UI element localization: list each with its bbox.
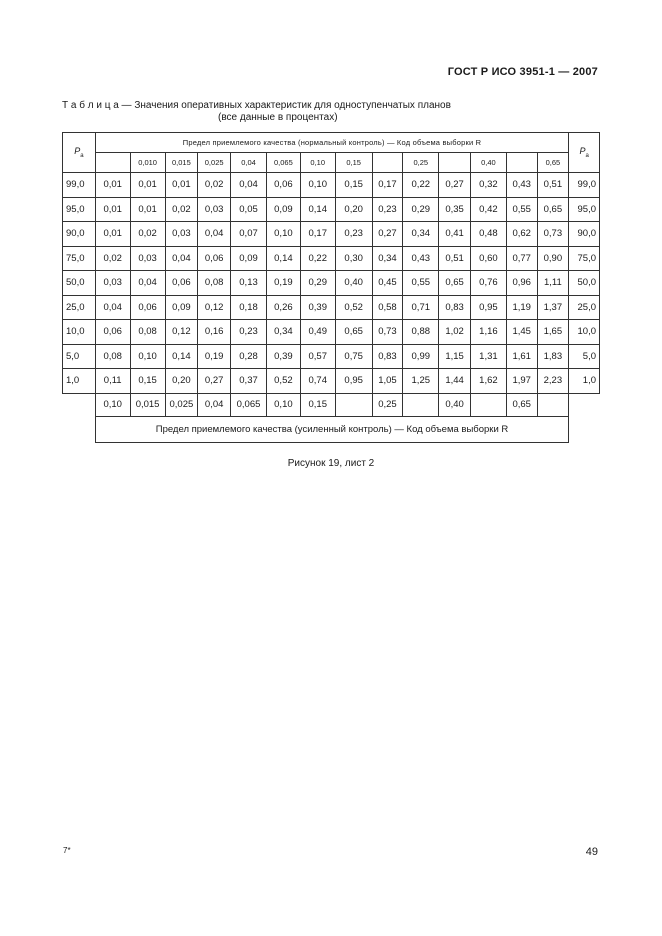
table-cell: 0,06	[95, 320, 130, 345]
table-cell: 0,12	[165, 320, 198, 345]
table-cell: 0,09	[231, 246, 267, 271]
aql-tightened-cell: 0,10	[95, 393, 130, 416]
aql-tightened-cell	[335, 393, 372, 416]
table-cell: 0,03	[165, 222, 198, 247]
table-cell: 1,83	[537, 344, 569, 369]
document-header: ГОСТ Р ИСО 3951-1 — 2007	[447, 66, 598, 78]
table-cell: 0,88	[403, 320, 439, 345]
table-cell: 0,73	[372, 320, 403, 345]
table-row	[63, 271, 600, 296]
table-cell: 0,83	[372, 344, 403, 369]
aql-normal-cell: 0,015	[165, 153, 198, 173]
table-cell: 0,39	[300, 295, 335, 320]
table-cell: 0,10	[266, 222, 300, 247]
table-cell: 0,65	[335, 320, 372, 345]
table-cell: 0,49	[300, 320, 335, 345]
table-cell: 0,71	[403, 295, 439, 320]
table-cell: 0,12	[198, 295, 231, 320]
aql-tightened-cell: 0,065	[231, 393, 267, 416]
table-cell: 0,22	[403, 173, 439, 198]
aql-tightened-cell	[403, 393, 439, 416]
table-cell: 0,08	[95, 344, 130, 369]
blank-cell	[569, 416, 600, 442]
table-cell: 2,23	[537, 369, 569, 394]
table-cell: 0,60	[470, 246, 506, 271]
table-cell: 1,65	[537, 320, 569, 345]
table-cell: 0,22	[300, 246, 335, 271]
pa-value-right: 1,0	[569, 369, 600, 394]
table-cell: 0,15	[130, 369, 165, 394]
table-cell: 0,28	[231, 344, 267, 369]
table-cell: 1,44	[439, 369, 471, 394]
table-cell: 0,45	[372, 271, 403, 296]
aql-normal-cell: 0,15	[335, 153, 372, 173]
pa-value-left: 95,0	[63, 197, 96, 222]
table-cell: 0,20	[335, 197, 372, 222]
table-cell: 0,73	[537, 222, 569, 247]
table-cell: 0,90	[537, 246, 569, 271]
table-cell: 0,76	[470, 271, 506, 296]
pa-value-left: 90,0	[63, 222, 96, 247]
table-cell: 0,65	[537, 197, 569, 222]
table-cell: 0,48	[470, 222, 506, 247]
table-cell: 0,10	[300, 173, 335, 198]
blank-cell	[569, 393, 600, 416]
oc-values-table	[62, 132, 600, 443]
caption-line-1: Т а б л и ц а — Значения оперативных характеристик для одноступенчатых планов	[62, 100, 451, 111]
table-cell: 0,18	[231, 295, 267, 320]
table-cell: 1,45	[506, 320, 537, 345]
table-cell: 0,34	[403, 222, 439, 247]
table-cell: 0,05	[231, 197, 267, 222]
table-cell: 1,15	[439, 344, 471, 369]
table-cell: 0,11	[95, 369, 130, 394]
table-cell: 1,11	[537, 271, 569, 296]
table-cell: 0,23	[335, 222, 372, 247]
aql-tightened-cell: 0,015	[130, 393, 165, 416]
table-cell: 0,02	[165, 197, 198, 222]
pa-value-right: 50,0	[569, 271, 600, 296]
pa-value-left: 10,0	[63, 320, 96, 345]
table-cell: 0,34	[266, 320, 300, 345]
table-cell: 0,62	[506, 222, 537, 247]
table-cell: 0,52	[335, 295, 372, 320]
table-cell: 0,58	[372, 295, 403, 320]
table-cell: 0,04	[198, 222, 231, 247]
aql-normal-cell: 0,25	[403, 153, 439, 173]
table-cell: 1,05	[372, 369, 403, 394]
table-caption	[62, 100, 532, 124]
table-row	[63, 344, 600, 369]
aql-normal-cell	[95, 153, 130, 173]
table-cell: 0,01	[165, 173, 198, 198]
aql-tightened-cell	[470, 393, 506, 416]
table-cell: 0,99	[403, 344, 439, 369]
pa-value-left: 50,0	[63, 271, 96, 296]
pa-value-right: 5,0	[569, 344, 600, 369]
table-cell: 0,10	[130, 344, 165, 369]
aql-normal-cell: 0,04	[231, 153, 267, 173]
table-cell: 0,40	[335, 271, 372, 296]
table-cell: 0,01	[130, 197, 165, 222]
pa-value-right: 90,0	[569, 222, 600, 247]
table-cell: 0,08	[130, 320, 165, 345]
table-cell: 0,06	[266, 173, 300, 198]
table-cell: 0,08	[198, 271, 231, 296]
table-cell: 0,20	[165, 369, 198, 394]
table-cell: 0,27	[439, 173, 471, 198]
table-cell: 0,29	[300, 271, 335, 296]
table-cell: 0,39	[266, 344, 300, 369]
table-cell: 0,19	[198, 344, 231, 369]
aql-normal-cell: 0,025	[198, 153, 231, 173]
table-cell: 1,61	[506, 344, 537, 369]
table-cell: 0,13	[231, 271, 267, 296]
table-cell: 0,37	[231, 369, 267, 394]
table-cell: 0,77	[506, 246, 537, 271]
figure-caption: Рисунок 19, лист 2	[287, 458, 375, 469]
aql-normal-cell: 0,065	[266, 153, 300, 173]
table-cell: 0,16	[198, 320, 231, 345]
table-cell: 0,30	[335, 246, 372, 271]
pa-value-left: 1,0	[63, 369, 96, 394]
aql-tightened-cell: 0,65	[506, 393, 537, 416]
table-cell: 1,37	[537, 295, 569, 320]
table-cell: 0,06	[130, 295, 165, 320]
table-cell: 0,02	[198, 173, 231, 198]
table-cell: 0,74	[300, 369, 335, 394]
table-cell: 0,03	[130, 246, 165, 271]
table-cell: 0,02	[95, 246, 130, 271]
aql-normal-cell	[439, 153, 471, 173]
table-cell: 1,31	[470, 344, 506, 369]
table-cell: 0,23	[231, 320, 267, 345]
table-cell: 0,14	[266, 246, 300, 271]
aql-normal-cell: 0,65	[537, 153, 569, 173]
table-row	[63, 197, 600, 222]
pa-value-right: 99,0	[569, 173, 600, 198]
pa-value-left: 25,0	[63, 295, 96, 320]
pa-value-right: 95,0	[569, 197, 600, 222]
aql-tightened-cell: 0,10	[266, 393, 300, 416]
table-cell: 0,07	[231, 222, 267, 247]
blank-cell	[63, 393, 96, 416]
table-cell: 0,27	[372, 222, 403, 247]
table-cell: 1,25	[403, 369, 439, 394]
table-cell: 0,55	[506, 197, 537, 222]
table-cell: 0,14	[165, 344, 198, 369]
table-cell: 0,95	[335, 369, 372, 394]
page-number: 49	[585, 846, 598, 858]
table-cell: 0,43	[506, 173, 537, 198]
aql-normal-cell	[372, 153, 403, 173]
table-row	[63, 222, 600, 247]
table-cell: 0,04	[231, 173, 267, 198]
table-row	[63, 320, 600, 345]
table-cell: 0,15	[335, 173, 372, 198]
pa-value-left: 75,0	[63, 246, 96, 271]
table-cell: 0,35	[439, 197, 471, 222]
table-cell: 0,17	[300, 222, 335, 247]
table-cell: 0,01	[95, 197, 130, 222]
table-cell: 0,29	[403, 197, 439, 222]
table-row	[63, 246, 600, 271]
aql-tightened-cell: 0,025	[165, 393, 198, 416]
aql-normal-cell: 0,010	[130, 153, 165, 173]
aql-normal-cell: 0,10	[300, 153, 335, 173]
aql-tightened-cell	[537, 393, 569, 416]
table-cell: 1,16	[470, 320, 506, 345]
table-cell: 0,51	[439, 246, 471, 271]
pa-value-left: 5,0	[63, 344, 96, 369]
table-cell: 0,23	[372, 197, 403, 222]
aql-normal-cell	[506, 153, 537, 173]
table-cell: 0,83	[439, 295, 471, 320]
table-cell: 0,06	[165, 271, 198, 296]
table-row	[63, 369, 600, 394]
table-row	[63, 295, 600, 320]
aql-tightened-cell: 0,04	[198, 393, 231, 416]
table-cell: 0,09	[266, 197, 300, 222]
aql-tightened-cell: 0,40	[439, 393, 471, 416]
footnote-mark: 7*	[63, 846, 71, 855]
table-cell: 0,42	[470, 197, 506, 222]
aql-normal-cell: 0,40	[470, 153, 506, 173]
table-cell: 0,52	[266, 369, 300, 394]
pa-header-right: $P_a$	[569, 133, 600, 173]
table-cell: 0,27	[198, 369, 231, 394]
table-cell: 0,06	[198, 246, 231, 271]
pa-value-right: 75,0	[569, 246, 600, 271]
table-cell: 1,19	[506, 295, 537, 320]
table-cell: 0,02	[130, 222, 165, 247]
pa-value-left: 99,0	[63, 173, 96, 198]
table-cell: 0,01	[95, 222, 130, 247]
pa-value-right: 10,0	[569, 320, 600, 345]
blank-cell	[63, 416, 96, 442]
table-cell: 0,75	[335, 344, 372, 369]
table-cell: 0,51	[537, 173, 569, 198]
table-cell: 0,01	[130, 173, 165, 198]
table-cell: 0,04	[95, 295, 130, 320]
table-cell: 0,03	[198, 197, 231, 222]
aql-tightened-cell: 0,15	[300, 393, 335, 416]
table-cell: 0,41	[439, 222, 471, 247]
table-cell: 0,19	[266, 271, 300, 296]
table-row	[63, 173, 600, 198]
table-cell: 0,26	[266, 295, 300, 320]
table-cell: 0,14	[300, 197, 335, 222]
table-cell: 0,43	[403, 246, 439, 271]
table-cell: 0,95	[470, 295, 506, 320]
table-cell: 1,97	[506, 369, 537, 394]
table-cell: 0,55	[403, 271, 439, 296]
table-cell: 1,62	[470, 369, 506, 394]
table-cell: 0,57	[300, 344, 335, 369]
table-cell: 0,17	[372, 173, 403, 198]
table-cell: 0,96	[506, 271, 537, 296]
normal-control-title: Предел приемлемого качества (нормальный контроль) — Код объема выборки R	[95, 133, 568, 153]
pa-header-left: $P_a$	[63, 133, 96, 173]
table-cell: 0,01	[95, 173, 130, 198]
table-cell: 0,04	[130, 271, 165, 296]
table-cell: 0,32	[470, 173, 506, 198]
table-cell: 0,04	[165, 246, 198, 271]
aql-tightened-cell: 0,25	[372, 393, 403, 416]
table-cell: 0,34	[372, 246, 403, 271]
caption-line-2: (все данные в процентах)	[218, 112, 338, 123]
table-cell: 0,03	[95, 271, 130, 296]
table-cell: 0,65	[439, 271, 471, 296]
tightened-control-title: Предел приемлемого качества (усиленный контроль) — Код объема выборки R	[95, 416, 568, 442]
table-cell: 1,02	[439, 320, 471, 345]
pa-value-right: 25,0	[569, 295, 600, 320]
table-cell: 0,09	[165, 295, 198, 320]
